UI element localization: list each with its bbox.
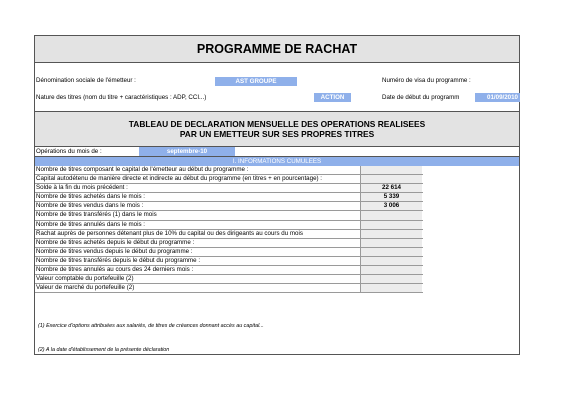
declaration-sheet bbox=[34, 35, 520, 355]
subtitle-line-2: PAR UN EMETTEUR SUR SES PROPRES TITRES bbox=[179, 129, 375, 139]
row-value: 5 339 bbox=[360, 193, 422, 201]
table-row bbox=[35, 266, 423, 275]
section-header: I. INFORMATIONS CUMULEES bbox=[35, 157, 519, 166]
row-value bbox=[360, 175, 422, 183]
securities-value: ACTION bbox=[314, 93, 351, 102]
issuer-label: Dénomination sociale de l'émetteur : bbox=[36, 77, 136, 84]
row-label: Solde à la fin du mois précédent : bbox=[36, 184, 128, 192]
footnote-2: (2) A la date d'établissement de la présente déclaration bbox=[38, 347, 170, 353]
row-value bbox=[360, 257, 422, 265]
row-label: Nombre de titres achetés dans le mois : bbox=[36, 193, 146, 201]
table-row bbox=[35, 184, 423, 193]
row-label: Nombre de titres annulés au cours des 24 derniers mois : bbox=[36, 266, 194, 274]
table-row bbox=[35, 284, 423, 293]
row-value bbox=[360, 239, 422, 247]
securities-label: Nature des titres (nom du titre + caractéristiques : ADP, CCI...) bbox=[36, 94, 207, 101]
subtitle-line-1: TABLEAU DE DECLARATION MENSUELLE DES OPERATIONS REALISEES bbox=[128, 118, 426, 129]
table-row bbox=[35, 166, 423, 175]
row-label: Nombre de titres achetés depuis le début du programme : bbox=[36, 238, 195, 246]
table-row bbox=[35, 221, 423, 230]
row-label: Nombre de titres transférés (1) dans le mois bbox=[36, 211, 157, 219]
table-row bbox=[35, 239, 423, 248]
row-label: Capital autodétenu de manière directe et indirecte au début du programme (en titres + en pourcentage) : bbox=[36, 175, 323, 183]
row-value bbox=[360, 248, 422, 256]
subtitle-band bbox=[35, 111, 519, 147]
table-row bbox=[35, 211, 423, 220]
operations-label: Opérations du mois de : bbox=[36, 148, 102, 155]
row-value bbox=[360, 166, 422, 174]
info-table bbox=[35, 166, 423, 293]
visa-label: Numéro de visa du programme : bbox=[382, 77, 471, 84]
operations-value: septembre-10 bbox=[139, 147, 235, 156]
row-value bbox=[360, 211, 422, 219]
row-value bbox=[360, 284, 422, 292]
operations-row bbox=[35, 147, 519, 157]
table-row bbox=[35, 230, 423, 239]
row-label: Nombre de titres vendus depuis le début du programme : bbox=[36, 247, 193, 255]
table-row bbox=[35, 248, 423, 257]
page-title: PROGRAMME DE RACHAT bbox=[35, 36, 519, 63]
table-row bbox=[35, 202, 423, 211]
row-label: Nombre de titres composant le capital de l'émetteur au début du programme : bbox=[36, 166, 249, 173]
row-label: Nombre de titres annulés dans le mois : bbox=[36, 220, 146, 228]
footnote-1: (1) Exercice d'options attribuées aux salariés, de titres de créances donnant accès au capital... bbox=[38, 323, 264, 329]
row-value bbox=[360, 266, 422, 274]
row-value bbox=[360, 230, 422, 238]
row-value: 22 614 bbox=[360, 184, 422, 192]
row-value bbox=[360, 221, 422, 229]
row-label: Valeur de marché du portefeuille (2) bbox=[36, 284, 135, 292]
row-value bbox=[360, 275, 422, 283]
row-label: Rachat auprès de personnes détenant plus de 10% du capital ou des dirigeants au cours du mois bbox=[36, 229, 303, 237]
row-label: Nombre de titres transférés depuis le début du programme : bbox=[36, 256, 201, 264]
table-row bbox=[35, 275, 423, 284]
issuer-value: AST GROUPE bbox=[215, 77, 297, 86]
table-row bbox=[35, 257, 423, 266]
row-label: Valeur comptable du portefeuille (2) bbox=[36, 275, 134, 283]
start-date-label: Date de début du programm bbox=[382, 94, 460, 101]
start-date-value: 01/09/2010 bbox=[475, 93, 520, 102]
table-row bbox=[35, 193, 423, 202]
row-value: 3 006 bbox=[360, 202, 422, 210]
table-row bbox=[35, 175, 423, 184]
row-label: Nombre de titres vendus dans le mois : bbox=[36, 202, 144, 210]
